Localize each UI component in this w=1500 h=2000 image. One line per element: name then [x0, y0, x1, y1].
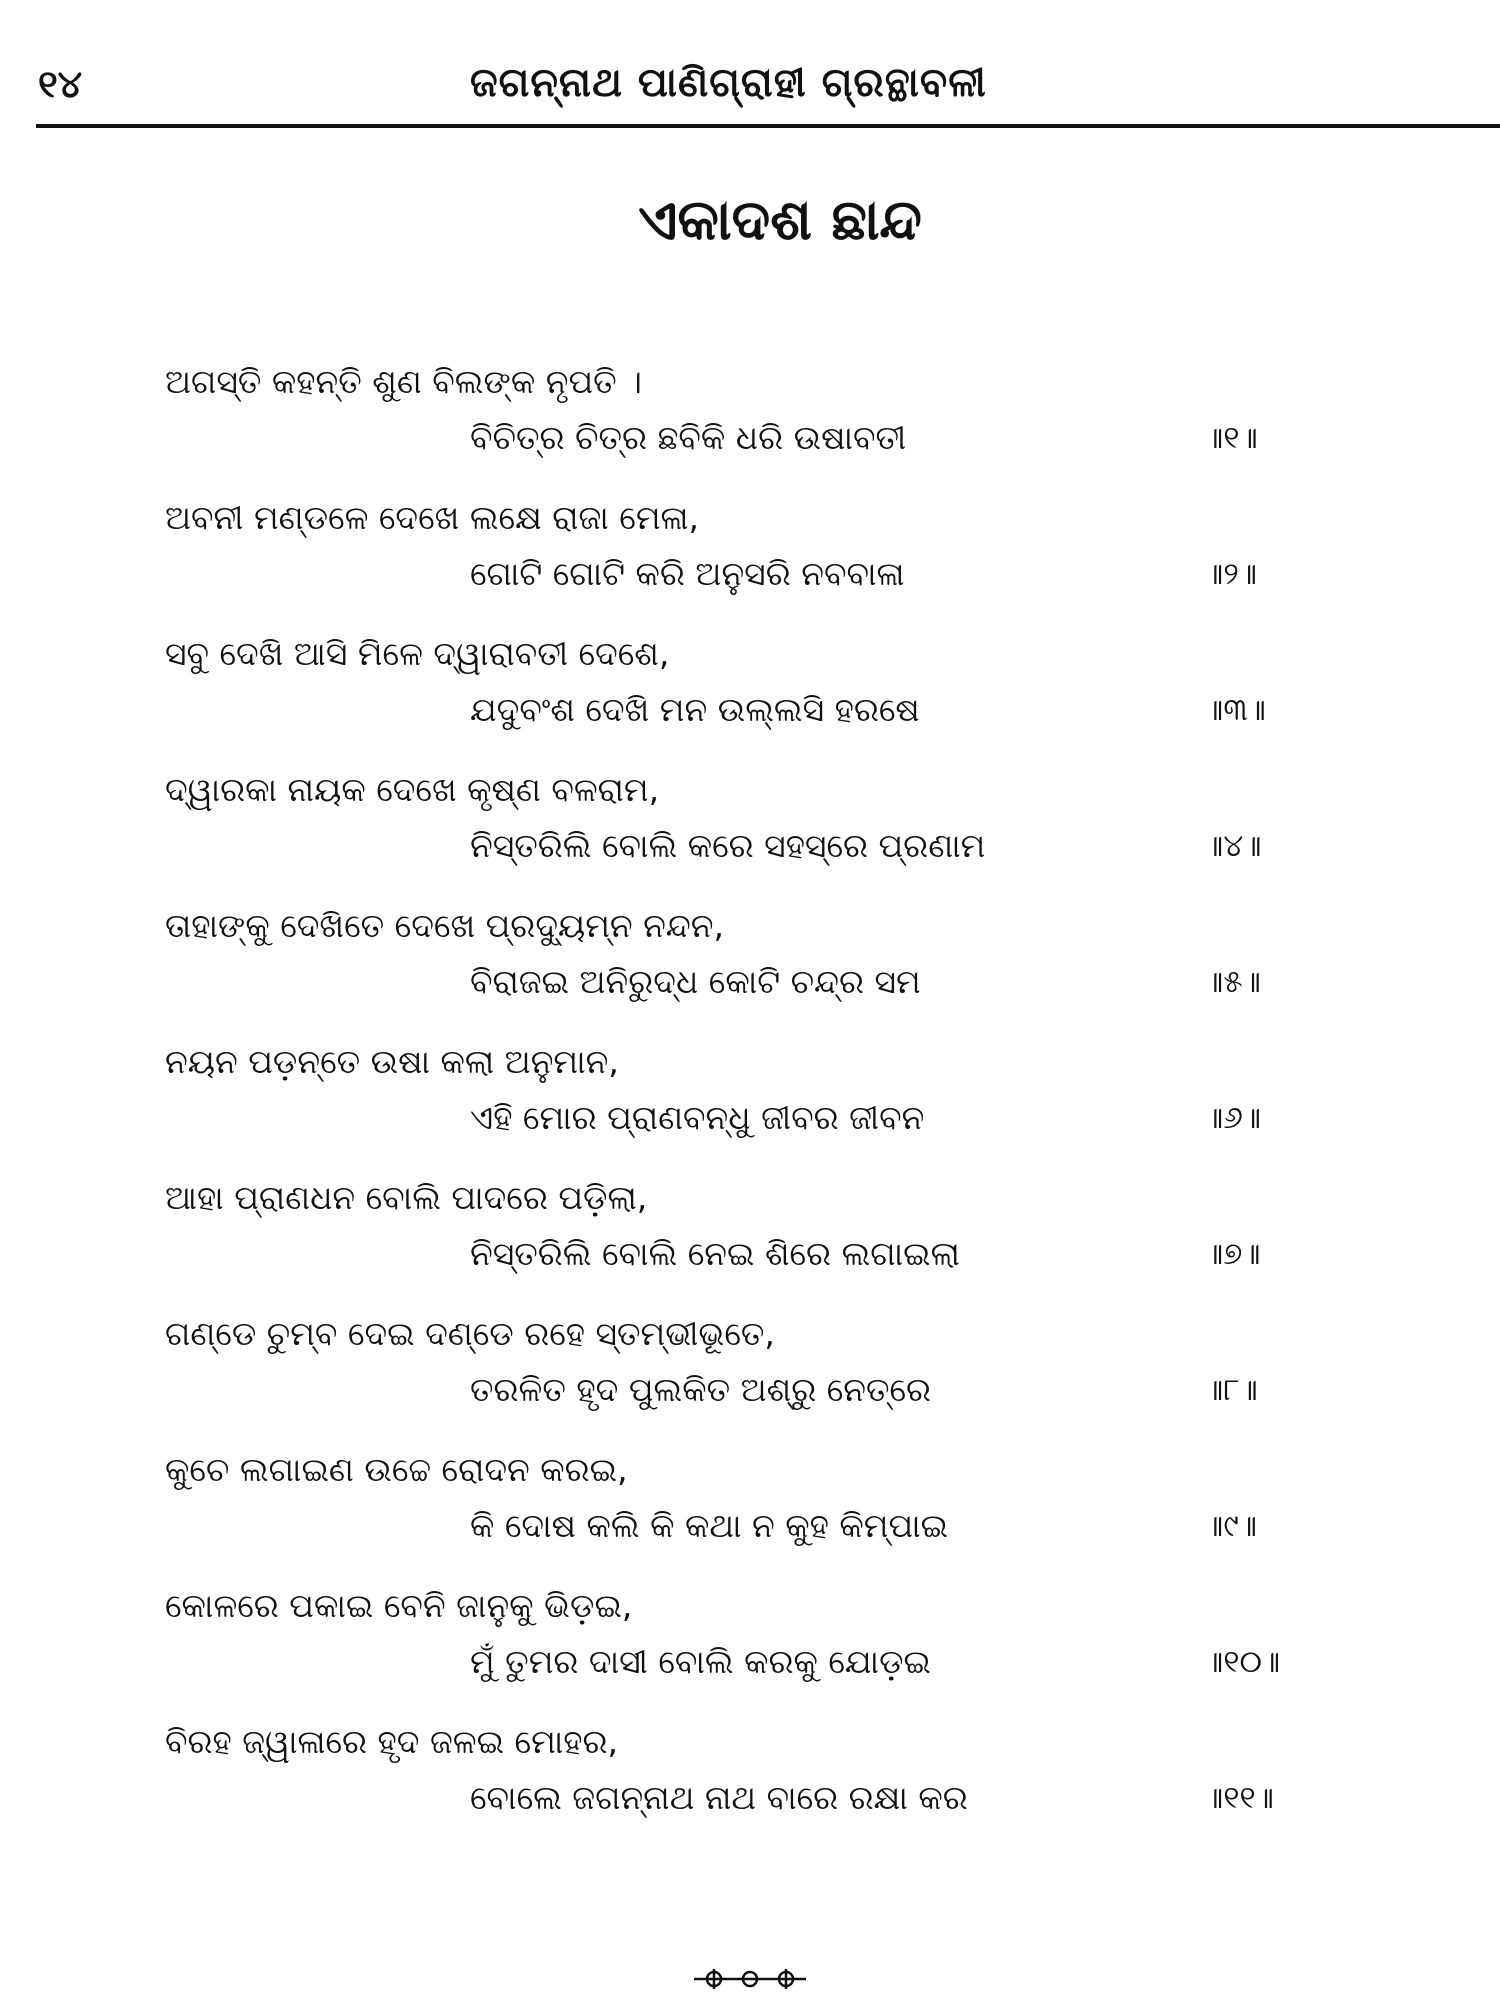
verse: [0, 1030, 1500, 1166]
verse-line-2: ତରଳିତ ହୃଦ ପୁଲକିତ ଅଶ୍ରୁ ନେତ୍ରେ: [470, 1370, 932, 1409]
verse-line-2: ବିରାଜଇ ଅନିରୁଦ୍ଧ କୋଟି ଚନ୍ଦ୍ର ସମ: [470, 962, 921, 1001]
verse-line-1: ଗଣ୍ଡେ ଚୁମ୍ବ ଦେଇ ଦଣ୍ଡେ ରହେ ସ୍ତମ୍ଭୀଭୂତେ,: [165, 1314, 775, 1353]
verse-line-1: ସବୁ ଦେଖି ଆସି ମିଳେ ଦ୍ୱାରାବତୀ ଦେଶେ,: [165, 634, 670, 673]
verse: [0, 758, 1500, 894]
verse-line-2: ନିସ୍ତରିଲି ବୋଲି କରେ ସହସ୍ରେ ପ୍ରଣାମ: [470, 826, 986, 865]
verse-line-1: କୁଚେ ଲଗାଇଣ ଉଚ୍ଚେ ରୋଦନ କରଇ,: [165, 1450, 628, 1489]
verse-line-1: ନୟନ ପଡ଼ନ୍ତେ ଉଷା କଲା ଅନୁମାନ,: [165, 1042, 619, 1081]
header-rule: [36, 124, 1500, 128]
verse-line-2: ମୁଁ ତୁମର ଦାସୀ ବୋଲି କରକୁ ଯୋଡ଼ଇ: [470, 1642, 931, 1681]
verse: [0, 1438, 1500, 1574]
end-ornament-icon: [690, 1965, 810, 1993]
verse: [0, 894, 1500, 1030]
verse-number: ॥୯॥: [1205, 1508, 1258, 1544]
verse-number: ॥୭॥: [1205, 1236, 1261, 1272]
verse-line-1: ତାହାଙ୍କୁ ଦେଖିତେ ଦେଖେ ପ୍ରଦ୍ୟୁମ୍ନ ନନ୍ଦନ,: [165, 906, 724, 945]
verse: [0, 1574, 1500, 1710]
verse: [0, 1710, 1500, 1846]
verse-line-2: ବିଚିତ୍ର ଚିତ୍ର ଛବିକି ଧରି ଉଷାବତୀ: [470, 418, 907, 457]
verse-line-1: ଅବନୀ ମଣ୍ଡଳେ ଦେଖେ ଲକ୍ଷେ ରାଜା ମେଳା,: [165, 498, 700, 537]
verse-line-2: ନିସ୍ତରିଲି ବୋଲି ନେଇ ଶିରେ ଲଗାଇଲା: [470, 1234, 960, 1273]
verse-line-2: ଯଦୁବଂଶ ଦେଖି ମନ ଉଲ୍ଲସି ହରଷେ: [470, 690, 920, 729]
verse: [0, 486, 1500, 622]
verse-number: ॥୧୦॥: [1205, 1644, 1281, 1680]
verse-number: ॥୨॥: [1205, 556, 1258, 592]
running-title: ଜଗନ୍ନାଥ ପାଣିଗ୍ରାହୀ ଗ୍ରନ୍ଥାବଳୀ: [470, 60, 987, 106]
verse-number: ॥୬॥: [1205, 1100, 1262, 1136]
verse-list: [0, 350, 1500, 1846]
verse-number: ॥୧॥: [1205, 420, 1258, 456]
verse-line-1: ବିରହ ଜ୍ୱାଳାରେ ହୃଦ ଜଳଇ ମୋହର,: [165, 1722, 619, 1761]
page-number: ୧୪: [38, 62, 83, 106]
verse-number: ॥୧୧॥: [1205, 1780, 1274, 1816]
verse-number: ॥୩॥: [1205, 692, 1267, 728]
verse: [0, 350, 1500, 486]
verse: [0, 1302, 1500, 1438]
verse-line-2: କି ଦୋଷ କଲି କି କଥା ନ କୁହ କିମ୍ପାଇ: [470, 1506, 949, 1545]
verse-line-1: କୋଳରେ ପକାଇ ବେନି ଜାନୁକୁ ଭିଡ଼ଇ,: [165, 1586, 633, 1625]
verse-line-1: ଦ୍ୱାରକା ନାୟକ ଦେଖେ କୃଷ୍ଣ ବଳରାମ,: [165, 770, 660, 809]
chapter-title: ଏକାଦଶ ଛାନ୍ଦ: [638, 188, 922, 253]
verse-line-2: ବୋଲେ ଜଗନ୍ନାଥ ନାଥ ବାରେ ରକ୍ଷା କର: [470, 1778, 968, 1817]
verse: [0, 622, 1500, 758]
verse-line-1: ଆହା ପ୍ରାଣଧନ ବୋଲି ପାଦରେ ପଡ଼ିଲା,: [165, 1178, 648, 1217]
verse-line-2: ଗୋଟି ଗୋଟି କରି ଅନୁସରି ନବବାଳା: [470, 554, 905, 593]
verse-line-1: ଅଗସ୍ତି କହନ୍ତି ଶୁଣ ବିଲଙ୍କ ନୃପତି ।: [165, 362, 642, 401]
verse-number: ॥୪॥: [1205, 828, 1262, 864]
verse-number: ॥୮॥: [1205, 1372, 1258, 1408]
verse-line-2: ଏହି ମୋର ପ୍ରାଣବନ୍ଧୁ ଜୀବର ଜୀବନ: [470, 1098, 925, 1137]
verse: [0, 1166, 1500, 1302]
verse-number: ॥୫॥: [1205, 964, 1261, 1000]
